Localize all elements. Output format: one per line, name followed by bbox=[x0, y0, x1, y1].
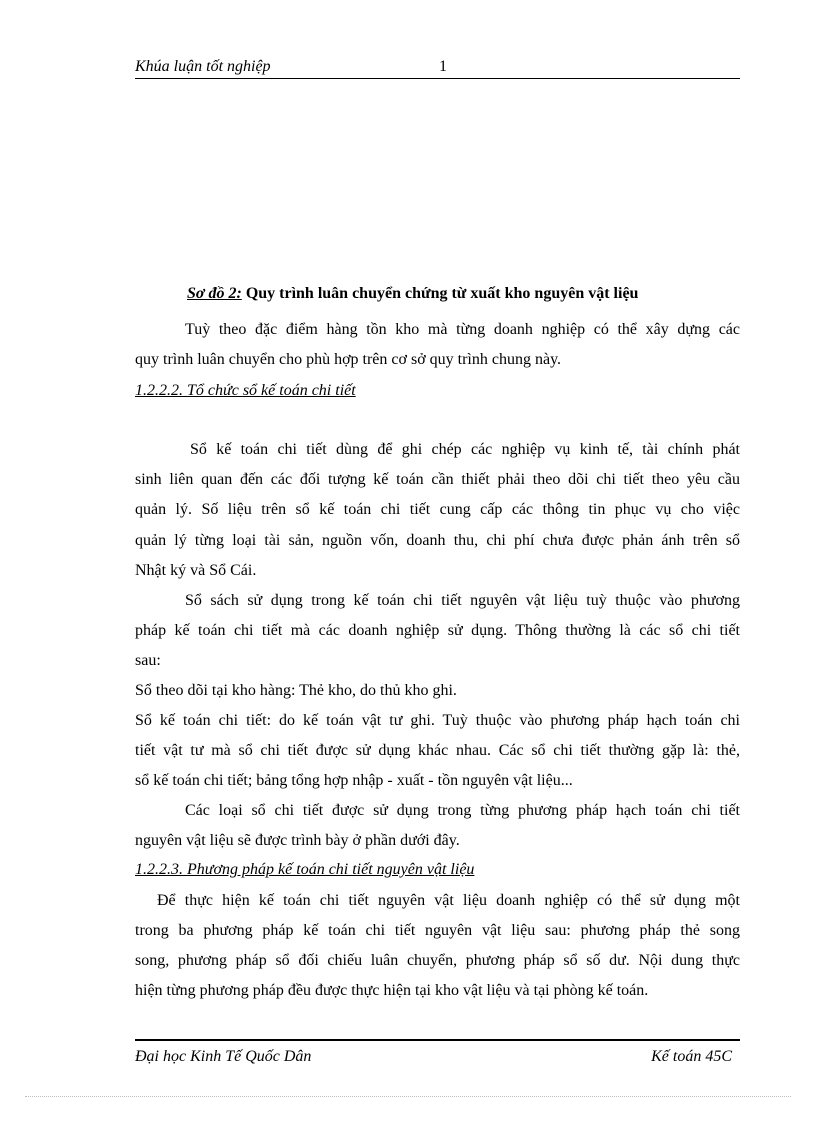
paragraph-line: Nhật ký và Sổ Cái. bbox=[135, 562, 257, 579]
figure-caption bbox=[187, 284, 638, 304]
paragraph-line: tiết vật tư mà sổ chi tiết được sử dụng khác nhau. Các sổ chi tiết thường gặp là: thẻ, bbox=[135, 742, 740, 759]
paragraph-line: pháp kế toán chi tiết mà các doanh nghiệp sử dụng. Thông thường là các sổ chi tiết bbox=[135, 622, 740, 639]
paragraph-line: Sổ theo dõi tại kho hàng: Thẻ kho, do thủ kho ghi. bbox=[135, 682, 457, 699]
paragraph-line: sổ kế toán chi tiết; bảng tổng hợp nhập - xuất - tồn nguyên vật liệu... bbox=[135, 772, 573, 789]
paragraph-line: Sổ kế toán chi tiết dùng để ghi chép các nghiệp vụ kinh tế, tài chính phát bbox=[190, 441, 740, 458]
footer-divider bbox=[135, 1039, 740, 1041]
paragraph-line: Các loại sổ chi tiết được sử dụng trong từng phương pháp hạch toán chi tiết bbox=[185, 802, 740, 819]
page-edge-divider bbox=[25, 1096, 791, 1097]
caption-text: Quy trình luân chuyển chứng từ xuất kho nguyên vật liệu bbox=[241, 285, 639, 302]
page-header bbox=[135, 56, 740, 79]
header-title: Khúa luận tốt nghiệp bbox=[135, 58, 271, 75]
caption-label: Sơ đồ 2: bbox=[187, 285, 242, 302]
paragraph-line: Sổ kế toán chi tiết: do kế toán vật tư ghi. Tuỳ thuộc vào phương pháp hạch toán chi bbox=[135, 712, 740, 729]
paragraph-line: sau: bbox=[135, 652, 161, 669]
section-heading: 1.2.2.2. Tổ chức sổ kế toán chi tiết bbox=[135, 382, 356, 399]
paragraph-line: hiện từng phương pháp đều được thực hiện tại kho vật liệu và tại phòng kế toán. bbox=[135, 982, 649, 999]
paragraph-line: song, phương pháp sổ đối chiếu luân chuyển, phương pháp sổ số dư. Nội dung thực bbox=[135, 952, 740, 969]
footer-class: Kế toán 45C bbox=[651, 1048, 732, 1065]
section-heading: 1.2.2.3. Phương pháp kế toán chi tiết nguyên vật liệu bbox=[135, 861, 475, 878]
paragraph-line: quy trình luân chuyển cho phù hợp trên cơ sở quy trình chung này. bbox=[135, 351, 562, 368]
footer-university: Đại học Kinh Tế Quốc Dân bbox=[135, 1048, 312, 1065]
paragraph-line: Để thực hiện kế toán chi tiết nguyên vật liệu doanh nghiệp có thể sử dụng một bbox=[157, 892, 740, 909]
paragraph-line: quản lý từng loại tài sản, nguồn vốn, doanh thu, chi phí chưa được phản ánh trên sổ bbox=[135, 532, 740, 549]
paragraph-line: trong ba phương pháp kế toán chi tiết nguyên vật liệu sau: phương pháp thẻ song bbox=[135, 922, 740, 939]
paragraph-line: Sổ sách sử dụng trong kế toán chi tiết nguyên vật liệu tuỳ thuộc vào phương bbox=[185, 592, 740, 609]
paragraph-line: sinh liên quan đến các đối tượng kế toán cần thiết phải theo dõi chi tiết theo yêu cầu bbox=[135, 471, 740, 488]
paragraph-line: quản lý. Số liệu trên sổ kế toán chi tiết cung cấp các thông tin phục vụ cho việc bbox=[135, 501, 740, 518]
page-number: 1 bbox=[439, 58, 447, 75]
paragraph-line: Tuỳ theo đặc điểm hàng tồn kho mà từng doanh nghiệp có thể xây dựng các bbox=[185, 321, 740, 338]
paragraph-line: nguyên vật liệu sẽ được trình bày ở phần dưới đây. bbox=[135, 832, 460, 849]
